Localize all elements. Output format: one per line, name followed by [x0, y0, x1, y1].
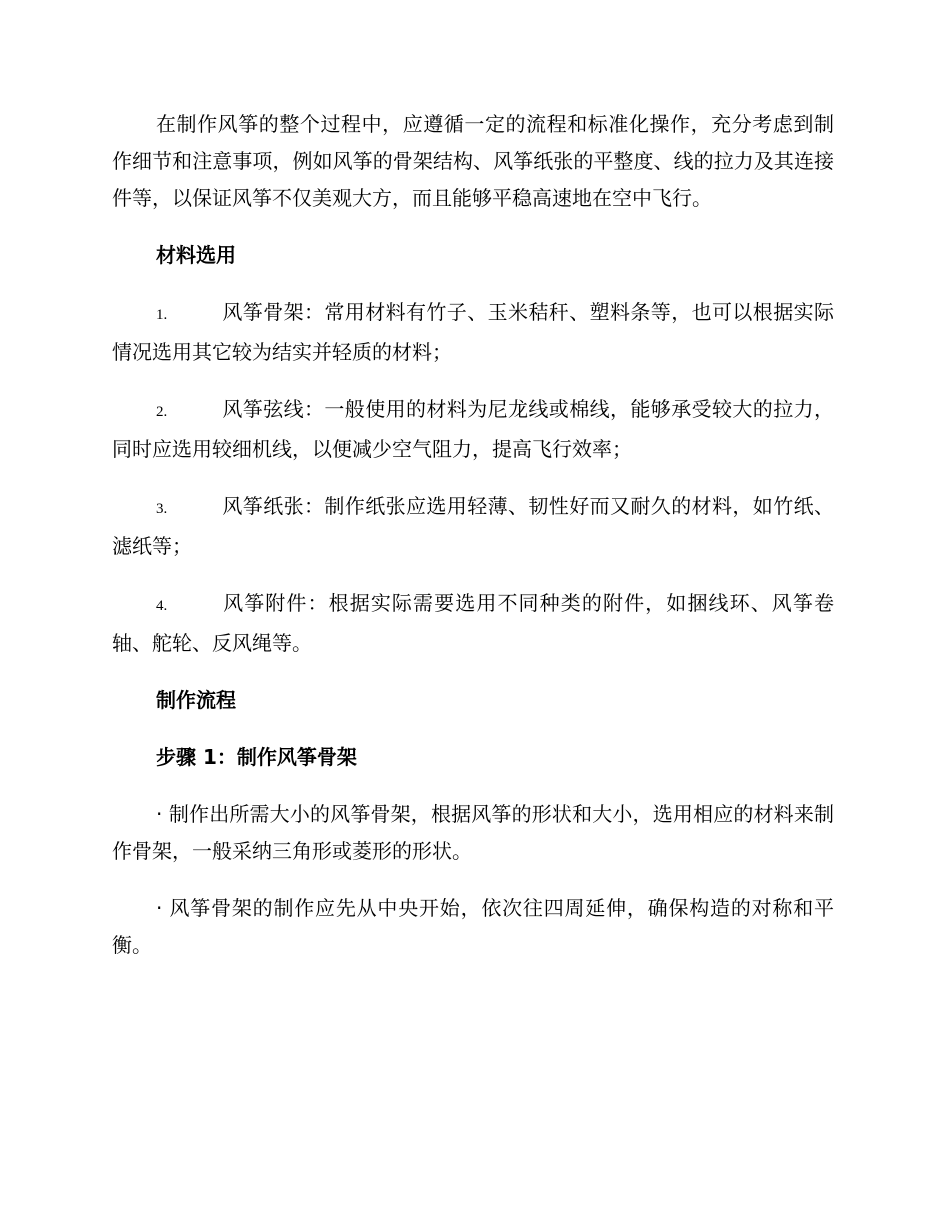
material-item-3: [112, 488, 834, 565]
bullet-item-2: · 风筝骨架的制作应先从中央开始，依次往四周延伸，确保构造的对称和平衡。: [112, 896, 834, 957]
materials-heading: 材料选用: [156, 243, 236, 267]
list-number: 1.: [156, 307, 168, 323]
list-text: 风筝附件：根据实际需要选用不同种类的附件，如捆线环、风筝卷轴、舵轮、反风绳等。: [112, 591, 834, 655]
document-page: [112, 106, 834, 984]
material-item-4: [112, 585, 834, 662]
material-item-1: [112, 294, 834, 371]
list-number: 4.: [156, 598, 168, 614]
material-item-2: [112, 391, 834, 468]
list-text: 风筝骨架：常用材料有竹子、玉米秸秆、塑料条等，也可以根据实际情况选用其它较为结实并轻质的材料；: [112, 300, 834, 364]
intro-paragraph: 在制作风筝的整个过程中，应遵循一定的流程和标准化操作，充分考虑到制作细节和注意事项，例如风筝的骨架结构、风筝纸张的平整度、线的拉力及其连接件等，以保证风筝不仅美观大方，而且能够平稳高速地在空中飞行。: [112, 112, 834, 210]
list-text: 风筝纸张：制作纸张应选用轻薄、韧性好而又耐久的材料，如竹纸、滤纸等；: [112, 494, 834, 558]
list-text: 风筝弦线：一般使用的材料为尼龙线或棉线，能够承受较大的拉力，同时应选用较细机线，以便减少空气阻力，提高飞行效率；: [112, 397, 834, 461]
list-number: 3.: [156, 501, 168, 517]
step1-heading: 步骤 1：制作风筝骨架: [156, 745, 357, 769]
bullet-item-1: · 制作出所需大小的风筝骨架，根据风筝的形状和大小，选用相应的材料来制作骨架，一般采纳三角形或菱形的形状。: [112, 802, 834, 863]
process-heading: 制作流程: [156, 688, 236, 712]
list-number: 2.: [156, 404, 168, 420]
